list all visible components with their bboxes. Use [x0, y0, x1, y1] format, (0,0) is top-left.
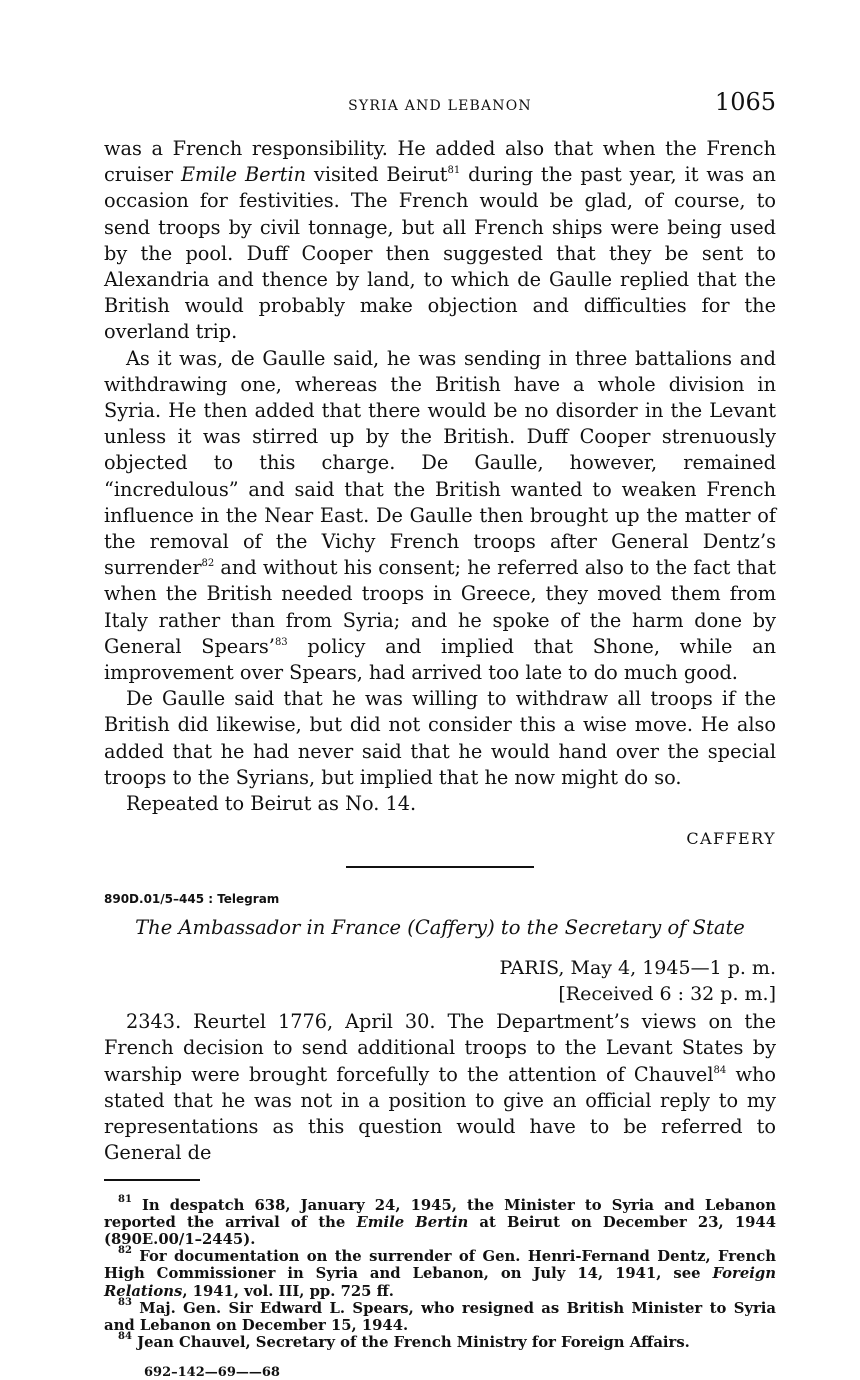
paragraph: was a French responsibility. He added also that when the French cruiser Emile Bertin visited Beirut$^{81}$ during the past year, it was an occasion for festivities. The French would be glad, of course, to send troops by civil tonnage, but all French ships were being used by the pool. Duff Cooper then suggested that they be sent to Alexandria and thence by land, to which de Gaulle replied that the British would probably make objection and difficulties for the overland trip. — [104, 137, 776, 344]
footnote-ref: 81 — [447, 165, 461, 177]
footnote-ref: 83 — [274, 636, 288, 648]
section-divider — [346, 866, 534, 868]
ship-name: Emile Bertin — [180, 163, 307, 187]
footnote-ref: 82 — [201, 558, 215, 570]
page-number: 1065 — [714, 88, 776, 116]
footnote: $^{82}$ For documentation on the surrender of Gen. Henri-Fernand Dentz, French High Commissioner in Syria and Lebanon, on July 14, 1941, see Foreign Relations, 1941, vol. III, pp. 725 ff. — [104, 1245, 776, 1300]
footnote-rule — [104, 1179, 200, 1181]
received-line: [Received 6 : 32 p. m.] — [558, 983, 776, 1006]
signature: CAFFERY — [686, 829, 776, 849]
telegram-body: 2343. Reurtel 1776, April 30. The Department’s views on the French decision to send additional troops to the Levant States by warship were brought forcefully to the attention of Chauvel$^{84}$ who stated that he was not in a position to give an official reply to my representations as this question would have to be referred to General de — [104, 1010, 776, 1165]
paragraph: Repeated to Beirut as No. 14. — [126, 792, 417, 816]
print-code: 692–142—69——68 — [144, 1365, 280, 1380]
running-head: SYRIA AND LEBANON — [348, 98, 532, 114]
page-body — [104, 136, 776, 1380]
dateline: PARIS, May 4, 1945—1 p. m. — [499, 957, 776, 980]
document-title: The Ambassador in France (Caffery) to the Secretary of State — [135, 916, 745, 940]
footnote-ref: 84 — [713, 1064, 727, 1076]
file-reference: 890D.01/5–445 : Telegram — [104, 892, 280, 907]
footnote: $^{81}$ In despatch 638, January 24, 1945, the Minister to Syria and Lebanon reported the arrival of the Emile Bertin at Beirut on December 23, 1944 (890E.00/1–2445). — [104, 1193, 777, 1248]
footnote: $^{83}$ Maj. Gen. Sir Edward L. Spears, who resigned as British Minister to Syria and Lebanon on December 15, 1944. — [104, 1296, 776, 1334]
paragraph: As it was, de Gaulle said, he was sending in three battalions and withdrawing one, whereas the British have a whole division in Syria. He then added that there would be no disorder in the Levant unless it was stirred up by the British. Duff Cooper strenuously objected to this charge. De Gaulle, however, remained “incredulous” and said that the British wanted to weaken French influence in the Near East. De Gaulle then brought up the matter of the removal of the Vichy French troops after General Dentz’s surrender$^{82}$ and without his consent; he referred also to the fact that when the British needed troops in Greece, they moved them from Italy rather than from Syria; and he spoke of the harm done by General Spears’$^{83}$ policy and implied that Shone, while an improvement over Spears, had arrived too late to do much good. — [104, 346, 776, 685]
paragraph: De Gaulle said that he was willing to withdraw all troops if the British did likewise, but did not consider this a wise move. He also added that he had never said that he would hand over the special troops to the Syrians, but implied that he now might do so. — [104, 687, 776, 789]
page-header — [104, 88, 776, 128]
footnote: $^{84}$ Jean Chauvel, Secretary of the French Ministry for Foreign Affairs. — [118, 1331, 690, 1352]
